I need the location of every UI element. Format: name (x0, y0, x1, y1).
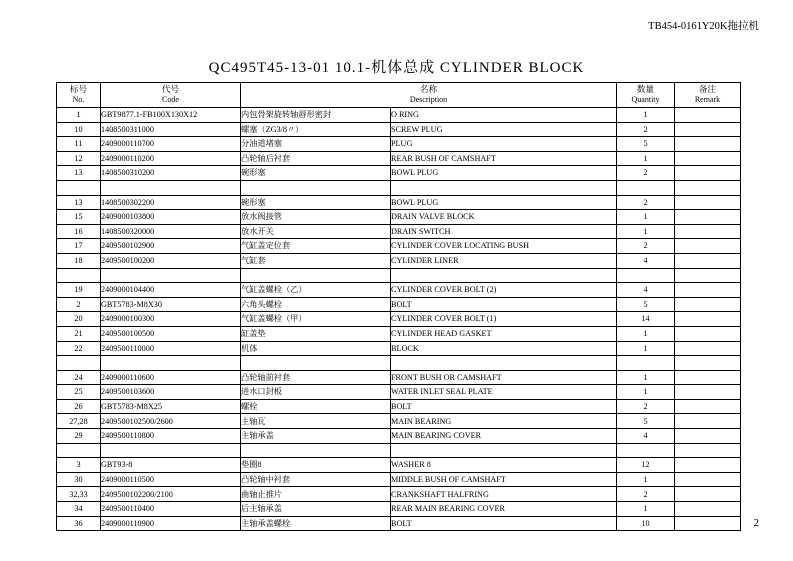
cell-no: 19 (57, 283, 101, 298)
cell-quantity: 1 (617, 472, 675, 487)
cell-description-en: BOLT (391, 399, 617, 414)
cell-remark (675, 312, 741, 327)
spacer-cell (241, 443, 391, 458)
cell-name-cn: 放水阀接管 (241, 210, 391, 225)
cell-quantity: 5 (617, 414, 675, 429)
cell-remark (675, 458, 741, 473)
cell-description-en: O RING (391, 108, 617, 123)
table-row (57, 370, 741, 385)
cell-code: GBT5783-M8X25 (101, 399, 241, 414)
cell-no: 17 (57, 239, 101, 254)
table-header (57, 83, 741, 108)
cell-remark (675, 137, 741, 152)
cell-remark (675, 385, 741, 400)
cell-quantity: 4 (617, 429, 675, 444)
spacer-cell (617, 268, 675, 283)
cell-name-cn: 主轴承盖螺栓 (241, 516, 391, 531)
cell-quantity: 1 (617, 502, 675, 517)
cell-name-cn: 凸轮轴前衬套 (241, 370, 391, 385)
cell-description-en: SCREW PLUG (391, 122, 617, 137)
cell-code: 2409500100200 (101, 253, 241, 268)
cell-quantity: 1 (617, 326, 675, 341)
cell-description-en: BOWL PLUG (391, 195, 617, 210)
page-number: 2 (753, 517, 759, 529)
cell-quantity: 2 (617, 166, 675, 181)
cell-quantity: 12 (617, 458, 675, 473)
cell-remark (675, 429, 741, 444)
cell-remark (675, 487, 741, 502)
table-row (57, 516, 741, 531)
cell-remark (675, 283, 741, 298)
cell-code: 1408500320000 (101, 224, 241, 239)
table-row (57, 195, 741, 210)
cell-name-cn: 气缸盖定位套 (241, 239, 391, 254)
column-header-quantity (617, 83, 675, 108)
cell-name-cn: 缸盖垫 (241, 326, 391, 341)
table-group-spacer (57, 180, 741, 195)
cell-code: GBT9877.1-FB100X130X12 (101, 108, 241, 123)
cell-no: 13 (57, 166, 101, 181)
cell-code: 2409000110700 (101, 137, 241, 152)
cell-no: 10 (57, 122, 101, 137)
cell-quantity: 1 (617, 224, 675, 239)
table-row (57, 414, 741, 429)
cell-no: 20 (57, 312, 101, 327)
cell-no: 11 (57, 137, 101, 152)
spacer-cell (391, 356, 617, 371)
cell-code: 2409000100300 (101, 312, 241, 327)
cell-name-cn: 后主轴承盖 (241, 502, 391, 517)
cell-no: 2 (57, 297, 101, 312)
table-row (57, 399, 741, 414)
table-row (57, 341, 741, 356)
cell-description-en: CYLINDER HEAD GASKET (391, 326, 617, 341)
cell-no: 29 (57, 429, 101, 444)
table-row (57, 429, 741, 444)
cell-no: 24 (57, 370, 101, 385)
column-header-no-cn: 标号 (69, 84, 88, 95)
cell-quantity: 2 (617, 239, 675, 254)
cell-name-cn: 螺塞（ZG3/8〃） (241, 122, 391, 137)
cell-code: 2409000104400 (101, 283, 241, 298)
table-group-spacer (57, 268, 741, 283)
column-header-code-en: Code (162, 95, 179, 105)
cell-remark (675, 151, 741, 166)
cell-remark (675, 414, 741, 429)
table-row (57, 137, 741, 152)
table-row (57, 166, 741, 181)
table-row (57, 487, 741, 502)
cell-description-en: CRANKSHAFT HALFRING (391, 487, 617, 502)
table-row (57, 312, 741, 327)
cell-code: 2409500100500 (101, 326, 241, 341)
cell-description-en: CYLINDER COVER LOCATING BUSH (391, 239, 617, 254)
cell-description-en: CYLINDER COVER BOLT (2) (391, 283, 617, 298)
cell-description-en: MAIN BEARING COVER (391, 429, 617, 444)
cell-code: 2409500110400 (101, 502, 241, 517)
cell-name-cn: 主轴瓦 (241, 414, 391, 429)
cell-remark (675, 472, 741, 487)
table-row (57, 297, 741, 312)
table-row (57, 239, 741, 254)
column-header-no (57, 83, 101, 108)
cell-description-en: BOLT (391, 297, 617, 312)
spacer-cell (101, 180, 241, 195)
cell-remark (675, 370, 741, 385)
cell-no: 3 (57, 458, 101, 473)
cell-no: 30 (57, 472, 101, 487)
spacer-cell (391, 180, 617, 195)
table-row (57, 458, 741, 473)
cell-name-cn: 内包骨架旋转轴唇形密封 (241, 108, 391, 123)
cell-code: 2409000103800 (101, 210, 241, 225)
cell-description-en: PLUG (391, 137, 617, 152)
column-header-quantity-en: Quantity (631, 95, 660, 105)
cell-no: 22 (57, 341, 101, 356)
table-row (57, 224, 741, 239)
parts-table (56, 82, 741, 531)
spacer-cell (675, 356, 741, 371)
cell-remark (675, 341, 741, 356)
document-header-model: TB454-0161Y20K拖拉机 (648, 21, 759, 32)
cell-code: 2409000110200 (101, 151, 241, 166)
cell-no: 15 (57, 210, 101, 225)
cell-description-en: DRAIN SWITCH (391, 224, 617, 239)
cell-no: 32,33 (57, 487, 101, 502)
cell-remark (675, 224, 741, 239)
cell-remark (675, 297, 741, 312)
cell-name-cn: 气缸套 (241, 253, 391, 268)
spacer-cell (241, 356, 391, 371)
table-row (57, 326, 741, 341)
cell-quantity: 14 (617, 312, 675, 327)
cell-quantity: 2 (617, 487, 675, 502)
spacer-cell (57, 443, 101, 458)
table-row (57, 108, 741, 123)
cell-description-en: BLOCK (391, 341, 617, 356)
cell-quantity: 1 (617, 385, 675, 400)
column-header-description-cn: 名称 (419, 84, 438, 95)
cell-remark (675, 195, 741, 210)
cell-no: 26 (57, 399, 101, 414)
cell-no: 21 (57, 326, 101, 341)
table-row (57, 283, 741, 298)
cell-name-cn: 进水口封板 (241, 385, 391, 400)
cell-no: 13 (57, 195, 101, 210)
column-header-no-en: No. (72, 95, 85, 105)
cell-quantity: 1 (617, 341, 675, 356)
column-header-quantity-cn: 数量 (636, 84, 655, 95)
cell-description-en: MAIN BEARING (391, 414, 617, 429)
cell-no: 12 (57, 151, 101, 166)
cell-quantity: 2 (617, 195, 675, 210)
cell-name-cn: 主轴承盖 (241, 429, 391, 444)
cell-description-en: BOWL PLUG (391, 166, 617, 181)
cell-quantity: 1 (617, 370, 675, 385)
cell-quantity: 5 (617, 297, 675, 312)
cell-description-en: DRAIN VALVE BLOCK (391, 210, 617, 225)
page-title: QC495T45-13-01 10.1-机体总成 CYLINDER BLOCK (208, 60, 585, 76)
cell-code: GBT5783-M8X30 (101, 297, 241, 312)
spacer-cell (241, 180, 391, 195)
cell-code: 2409500110800 (101, 429, 241, 444)
spacer-cell (57, 268, 101, 283)
spacer-cell (391, 268, 617, 283)
table-row (57, 253, 741, 268)
cell-description-en: REAR BUSH OF CAMSHAFT (391, 151, 617, 166)
cell-quantity: 5 (617, 137, 675, 152)
spacer-cell (241, 268, 391, 283)
cell-remark (675, 210, 741, 225)
cell-code: 1408500302200 (101, 195, 241, 210)
cell-quantity: 1 (617, 108, 675, 123)
cell-remark (675, 108, 741, 123)
table-header-row (57, 83, 741, 108)
cell-description-en: FRONT BUSH OR CAMSHAFT (391, 370, 617, 385)
cell-code: 1408500310200 (101, 166, 241, 181)
cell-name-cn: 六角头螺栓 (241, 297, 391, 312)
cell-description-en: REAR MAIN BEARING COVER (391, 502, 617, 517)
spacer-cell (675, 443, 741, 458)
cell-no: 27,28 (57, 414, 101, 429)
cell-quantity: 4 (617, 283, 675, 298)
cell-code: 2409000110600 (101, 370, 241, 385)
cell-remark (675, 399, 741, 414)
cell-code: 2409500102900 (101, 239, 241, 254)
spacer-cell (675, 268, 741, 283)
spacer-cell (617, 443, 675, 458)
table-row (57, 472, 741, 487)
cell-remark (675, 502, 741, 517)
cell-no: 16 (57, 224, 101, 239)
column-header-remark-cn: 备注 (698, 84, 717, 95)
cell-code: 1408500311000 (101, 122, 241, 137)
cell-code: 2409500102200/2100 (101, 487, 241, 502)
column-header-code-cn: 代号 (161, 84, 180, 95)
column-header-remark-en: Remark (694, 95, 721, 105)
cell-no: 36 (57, 516, 101, 531)
table-row (57, 151, 741, 166)
cell-no: 18 (57, 253, 101, 268)
spacer-cell (391, 443, 617, 458)
cell-description-en: BOLT (391, 516, 617, 531)
cell-name-cn: 垫圈8 (241, 458, 391, 473)
spacer-cell (57, 356, 101, 371)
cell-remark (675, 516, 741, 531)
cell-quantity: 1 (617, 151, 675, 166)
cell-remark (675, 166, 741, 181)
cell-code: 2409500110000 (101, 341, 241, 356)
cell-name-cn: 碗形塞 (241, 166, 391, 181)
cell-no: 34 (57, 502, 101, 517)
table-row (57, 210, 741, 225)
cell-description-en: CYLINDER LINER (391, 253, 617, 268)
cell-quantity: 10 (617, 516, 675, 531)
cell-name-cn: 碗形塞 (241, 195, 391, 210)
column-header-description-en: Description (409, 95, 448, 105)
cell-quantity: 2 (617, 122, 675, 137)
cell-name-cn: 凸轮轴中衬套 (241, 472, 391, 487)
table-group-spacer (57, 356, 741, 371)
spacer-cell (57, 180, 101, 195)
cell-description-en: WASHER 8 (391, 458, 617, 473)
cell-no: 25 (57, 385, 101, 400)
cell-code: 2409000110900 (101, 516, 241, 531)
cell-description-en: MIDDLE BUSH OF CAMSHAFT (391, 472, 617, 487)
cell-quantity: 4 (617, 253, 675, 268)
table-body (57, 108, 741, 531)
cell-name-cn: 螺栓 (241, 399, 391, 414)
column-header-code (101, 83, 241, 108)
cell-description-en: WATER INLET SEAL PLATE (391, 385, 617, 400)
cell-name-cn: 分油道堵塞 (241, 137, 391, 152)
column-header-description (241, 83, 617, 108)
cell-code: 2409500102500/2600 (101, 414, 241, 429)
cell-name-cn: 放水开关 (241, 224, 391, 239)
cell-no: 1 (57, 108, 101, 123)
table-row (57, 385, 741, 400)
cell-remark (675, 122, 741, 137)
cell-name-cn: 机体 (241, 341, 391, 356)
spacer-cell (101, 356, 241, 371)
cell-name-cn: 气缸盖螺栓（乙） (241, 283, 391, 298)
cell-remark (675, 326, 741, 341)
column-header-remark (675, 83, 741, 108)
cell-quantity: 2 (617, 399, 675, 414)
spacer-cell (675, 180, 741, 195)
cell-remark (675, 239, 741, 254)
cell-quantity: 1 (617, 210, 675, 225)
spacer-cell (101, 268, 241, 283)
spacer-cell (101, 443, 241, 458)
table-row (57, 502, 741, 517)
table-group-spacer (57, 443, 741, 458)
cell-description-en: CYLINDER COVER BOLT (1) (391, 312, 617, 327)
cell-name-cn: 曲轴止推片 (241, 487, 391, 502)
cell-name-cn: 气缸盖螺栓（甲） (241, 312, 391, 327)
cell-name-cn: 凸轮轴后衬套 (241, 151, 391, 166)
spacer-cell (617, 180, 675, 195)
cell-code: 2409500103600 (101, 385, 241, 400)
table-row (57, 122, 741, 137)
cell-code: 2409000110500 (101, 472, 241, 487)
spacer-cell (617, 356, 675, 371)
cell-code: GBT93-8 (101, 458, 241, 473)
cell-remark (675, 253, 741, 268)
